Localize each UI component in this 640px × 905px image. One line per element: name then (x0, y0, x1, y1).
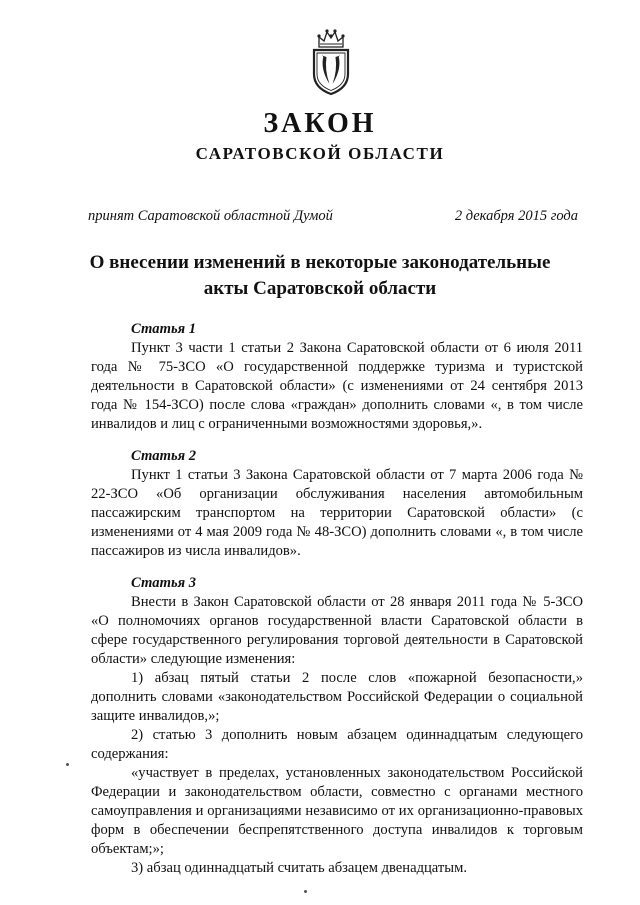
document-title (60, 250, 580, 302)
law-title: ЗАКОН (263, 108, 377, 139)
article-heading: Статья 1 (131, 321, 197, 337)
document-title-line: О внесении изменений в некоторые законодательные (89, 252, 551, 273)
saratov-coat-of-arms-icon (310, 26, 352, 96)
article-paragraph: 1) абзац пятый статьи 2 после слов «пожарной безопасности,» дополнить словами «законодательством Российской Федерации о социальной защите инвалидов,»; (91, 670, 583, 724)
article-paragraph: 2) статью 3 дополнить новым абзацем одиннадцатым следующего содержания: (91, 727, 583, 762)
article-paragraph: Пункт 1 статьи 3 Закона Саратовской области от 7 марта 2006 года № 22-ЗСО «Об организации обслуживания населения автомобильным пассажирским транспортом на территории Саратовской области» (с изменениями от 4 мая 2009 года № 48-ЗСО) дополнить словами «, в том числе пассажиров из числа инвалидов». (91, 467, 583, 559)
article-1 (91, 320, 583, 434)
article-heading: Статья 2 (131, 448, 197, 464)
adopted-by-text: принят Саратовской областной Думой (88, 208, 333, 224)
article-paragraph: 3) абзац одиннадцатый считать абзацем двенадцатым. (131, 860, 467, 876)
adoption-date: 2 декабря 2015 года (454, 208, 578, 224)
scan-speck (66, 763, 69, 766)
article-3 (91, 574, 583, 878)
article-heading: Статья 3 (131, 575, 197, 591)
scan-speck (304, 890, 307, 893)
document-title-line: акты Саратовской области (203, 278, 437, 299)
article-paragraph: «участвует в пределах, установленных законодательством Российской Федерации и законодательством области, совместно с органами местного самоуправления и организациями независимо от их организационно-правовых форм в обеспечении беспрепятственного доступа инвалидов к торговым объектам;»; (91, 765, 583, 857)
region-subtitle: САРАТОВСКОЙ ОБЛАСТИ (195, 144, 445, 163)
article-paragraph: Внести в Закон Саратовской области от 28 января 2011 года № 5-ЗСО «О полномочиях органов государственной власти Саратовской области в сфере государственного регулирования торговой деятельности в Саратовской области» следующие изменения: (91, 594, 583, 667)
article-paragraph: Пункт 3 части 1 статьи 2 Закона Саратовской области от 6 июля 2011 года № 75-ЗСО «О государственной поддержке туризма и туристской деятельности в Саратовской области» (с изменениями от 24 сентября 2013 года № 154-ЗСО) после слова «граждан» дополнить словами «, в том числе инвалидов и лиц с ограниченными возможностями здоровья,». (91, 340, 583, 432)
article-2 (91, 447, 583, 561)
adoption-line (88, 206, 578, 226)
law-body (91, 320, 583, 891)
